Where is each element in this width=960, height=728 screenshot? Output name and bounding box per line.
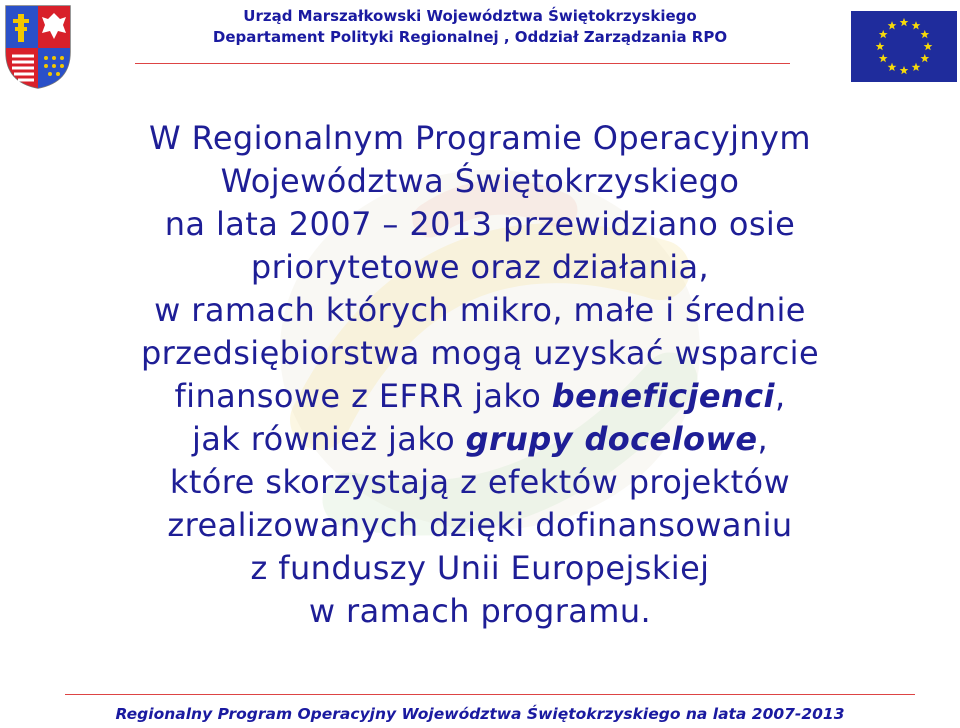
body-line-4: priorytetowe oraz działania, bbox=[250, 248, 710, 286]
footer-divider bbox=[65, 694, 915, 695]
body-line-7-post: , bbox=[774, 377, 786, 415]
header-divider bbox=[135, 63, 790, 64]
body-line-12: w ramach programu. bbox=[308, 592, 652, 630]
body-line-7-pre: finansowe z EFRR jako bbox=[174, 377, 552, 415]
body-line-10: zrealizowanych dzięki dofinansowaniu bbox=[167, 506, 793, 544]
header-titles bbox=[150, 6, 790, 48]
body-line-5: w ramach których mikro, małe i średnie bbox=[154, 291, 806, 329]
emphasis-beneficjenci: beneficjenci bbox=[551, 377, 775, 415]
body-line-8-pre: jak również jako bbox=[191, 420, 466, 458]
body-line-11: z funduszy Unii Europejskiej bbox=[250, 549, 710, 587]
body-line-1: W Regionalnym Programie Operacyjnym bbox=[149, 119, 811, 157]
header-office-name: Urząd Marszałkowski Województwa Świętokrzyskiego bbox=[243, 7, 697, 25]
eu-flag-icon bbox=[851, 11, 957, 82]
body-line-2: Województwa Świętokrzyskiego bbox=[220, 162, 740, 200]
footer-text: Regionalny Program Operacyjny Województwa Świętokrzyskiego na lata 2007-2013 bbox=[115, 705, 845, 723]
main-text bbox=[80, 117, 880, 633]
body-line-8 bbox=[80, 418, 880, 461]
body-line-7 bbox=[80, 375, 880, 418]
body-line-6: przedsiębiorstwa mogą uzyskać wsparcie bbox=[140, 334, 820, 372]
emphasis-grupy-docelowe: grupy docelowe bbox=[465, 420, 758, 458]
coat-of-arms-icon bbox=[4, 4, 72, 90]
body-line-9: które skorzystają z efektów projektów bbox=[169, 463, 791, 501]
body-line-3: na lata 2007 – 2013 przewidziano osie bbox=[164, 205, 796, 243]
header-department-name: Departament Polityki Regionalnej , Oddział Zarządzania RPO bbox=[212, 28, 728, 46]
body-line-8-post: , bbox=[757, 420, 769, 458]
